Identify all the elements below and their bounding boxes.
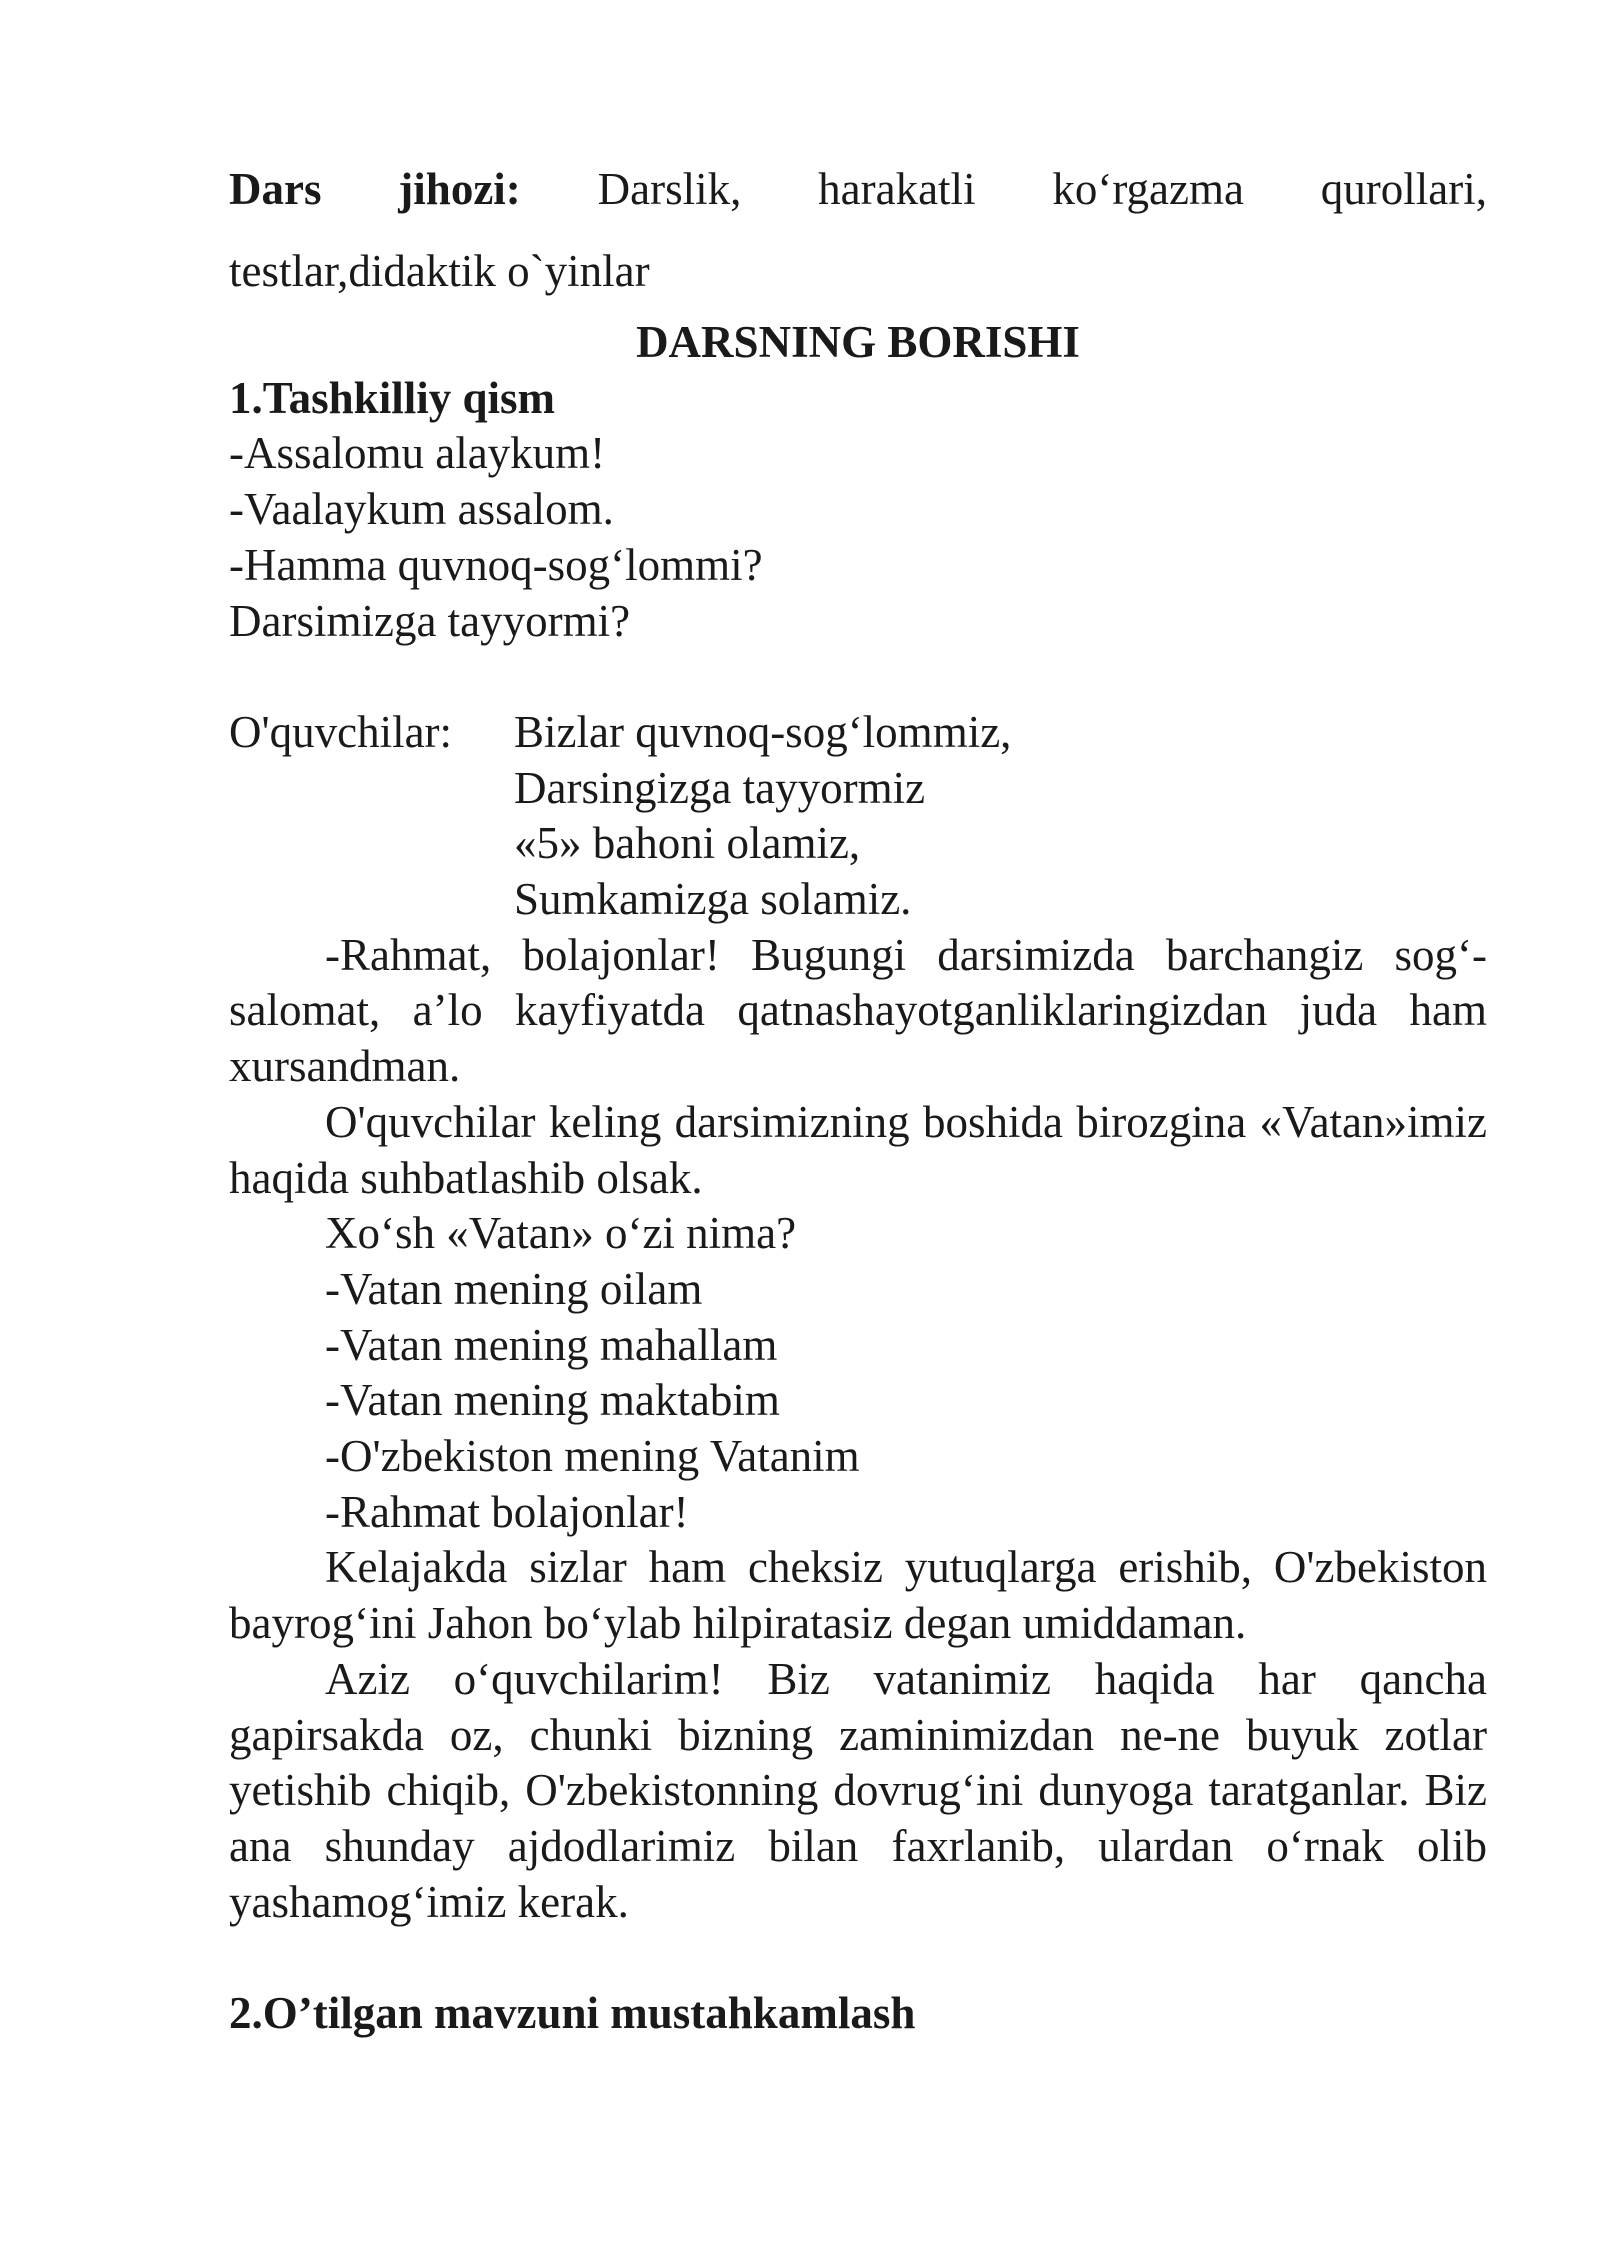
- chorus-line: Bizlar quvnoq-sog‘lommiz,: [514, 706, 1012, 757]
- answer-line: -Vatan mening maktabim: [325, 1375, 780, 1426]
- paragraph-future: Kelajakda sizlar ham cheksiz yutuqlarga erishib, O'zbekiston bayrog‘ini Jahon bo‘ylab hilpiratasiz degan umiddaman.: [229, 1542, 1487, 1649]
- greeting-line: -Vaalaykum assalom.: [229, 484, 614, 535]
- chorus-line: «5» bahoni olamiz,: [514, 818, 861, 869]
- chorus-lines: [514, 705, 1487, 928]
- students-chorus: [229, 705, 1487, 928]
- answer-line: -Vatan mening oilam: [325, 1263, 703, 1314]
- blank-line: [229, 649, 1487, 705]
- greeting-line: -Hamma quvnoq-sog‘lommi?: [229, 539, 763, 590]
- equipment-line-1: [229, 148, 1487, 230]
- equipment-label: Dars jihozi:: [229, 164, 521, 214]
- answer-line: -Vatan mening mahallam: [325, 1319, 778, 1370]
- chorus-label: O'quvchilar:: [229, 706, 453, 757]
- answer-line: -Rahmat bolajonlar!: [325, 1486, 689, 1537]
- paragraph-vatan-intro: O'quvchilar keling darsimizning boshida birozgina «Vatan»imiz haqida suhbatlashib olsak.: [229, 1096, 1487, 1203]
- equipment-text-1: Darslik, harakatli ko‘rgazma qurollari,: [597, 164, 1487, 214]
- section-1-title: 1.Tashkilliy qism: [229, 372, 555, 423]
- paragraph-ancestors: Aziz o‘quvchilarim! Biz vatanimiz haqida har qancha gapirsakda oz, chunki bizning zaminimizdan ne-ne buyuk zotlar yetishib chiqib, O'zbekistonning dovrug‘ini dunyoga taratganlar. Biz ana shunday ajdodlarimiz bilan faxrlanib, ulardan o‘rnak olib yashamog‘imiz kerak.: [229, 1653, 1487, 1927]
- blank-line: [229, 1930, 1487, 1986]
- paragraph-thanks: -Rahmat, bolajonlar! Bugungi darsimizda barchangiz sog‘-salomat, a’lo kayfiyatda qatnashayotganliklaringizdan juda ham xursandman.: [229, 929, 1487, 1092]
- greeting-line: -Assalomu alaykum!: [229, 428, 606, 479]
- chorus-line: Sumkamizga solamiz.: [514, 874, 912, 925]
- question-line: Xo‘sh «Vatan» o‘zi nima?: [325, 1208, 797, 1259]
- greeting-line: Darsimizga tayyormi?: [229, 595, 631, 646]
- chorus-line: Darsingizga tayyormiz: [514, 762, 926, 813]
- lesson-heading: DARSNING BORISHI: [636, 317, 1080, 367]
- section-2-title: 2.O’tilgan mavzuni mustahkamlash: [229, 1988, 916, 2039]
- answer-line: -O'zbekiston mening Vatanim: [325, 1431, 860, 1482]
- equipment-line-2: testlar,didaktik o`yinlar: [229, 246, 650, 296]
